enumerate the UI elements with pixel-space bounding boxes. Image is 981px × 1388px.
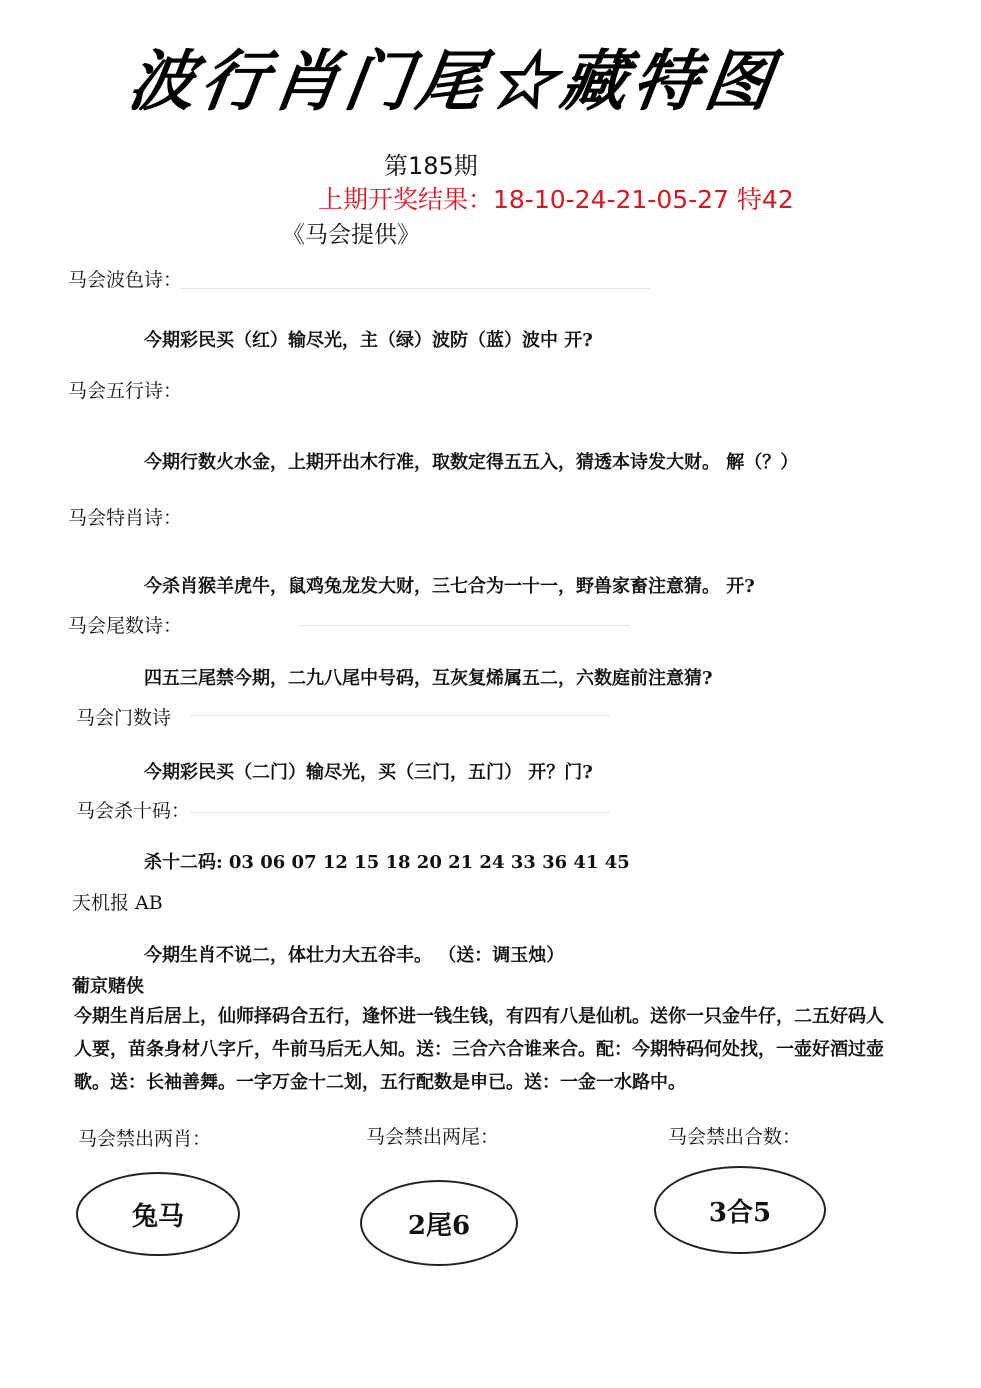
ban-oval-tail <box>360 1180 518 1266</box>
section-label-tail: 马会尾数诗： <box>68 615 183 637</box>
section-text-wave-color: 今期彩民买（红）输尽光，主（绿）波防（蓝）波中 开? <box>144 330 593 351</box>
faint-rule <box>300 625 630 626</box>
faint-rule <box>180 288 650 289</box>
ban-label-sum: 马会禁出合数： <box>668 1126 802 1148</box>
ban-value-sum: 3合5 <box>708 1197 772 1228</box>
section-text-tail: 四五三尾禁今期，二九八尾中号码，互灰复烯属五二，六数庭前注意猜? <box>144 668 713 689</box>
provider-label: 《马会提供》 <box>282 222 420 248</box>
faint-rule <box>190 715 610 716</box>
section-text-tianji: 今期生肖不说二，体壮力大五谷丰。 （送：调玉烛） <box>144 945 565 966</box>
last-draw-result: 上期开奖结果：18-10-24-21-05-27 特42 <box>318 185 794 214</box>
issue-number: 第185期 <box>384 152 478 180</box>
section-text-zodiac: 今杀肖猴羊虎牛，鼠鸡兔龙发大财，三七合为一十一，野兽家畜注意猜。 开? <box>144 576 755 597</box>
section-label-kill-numbers: 马会杀十码： <box>76 800 191 822</box>
ban-oval-sum <box>654 1166 826 1254</box>
section-label-zodiac: 马会特肖诗： <box>68 507 183 529</box>
section-text-grape: 今期生肖后居上，仙师择码合五行，逢怀进一钱生钱，有四有八是仙机。送你一只金牛仔，二五好码人人要，苗条身材八字斤，牛前马后无人知。送：三合六合谁来合。配：今期特码何处找，一壶好酒过壶歌。送：长袖善舞。一字万金十二划，五行配数是申已。送：一金一水路中。 <box>74 1006 884 1093</box>
section-label-gate: 马会门数诗 <box>76 707 172 729</box>
section-label-wave-color: 马会波色诗： <box>68 269 183 291</box>
section-label-five-elements: 马会五行诗： <box>68 380 183 402</box>
ban-value-tail: 2尾6 <box>407 1210 471 1241</box>
section-text-kill-numbers: 杀十二码: 03 06 07 12 15 18 20 21 24 33 36 41 45 <box>144 852 630 873</box>
section-text-five-elements: 今期行数火水金，上期开出木行准，取数定得五五入，猜透本诗发大财。 解（？） <box>144 452 799 473</box>
section-label-grape: 葡京赌侠 <box>72 976 144 997</box>
ban-value-zodiac: 兔马 <box>131 1201 184 1232</box>
ban-label-tail: 马会禁出两尾： <box>366 1126 500 1148</box>
section-text-gate: 今期彩民买（二门）输尽光，买（三门，五门） 开？门? <box>144 762 593 783</box>
section-label-tianji: 天机报 AB <box>72 892 163 914</box>
ban-label-zodiac: 马会禁出两肖： <box>78 1128 212 1150</box>
ban-oval-zodiac <box>76 1172 240 1256</box>
page-title: 波行肖门尾☆藏特图 <box>123 42 783 120</box>
faint-rule <box>190 812 610 813</box>
